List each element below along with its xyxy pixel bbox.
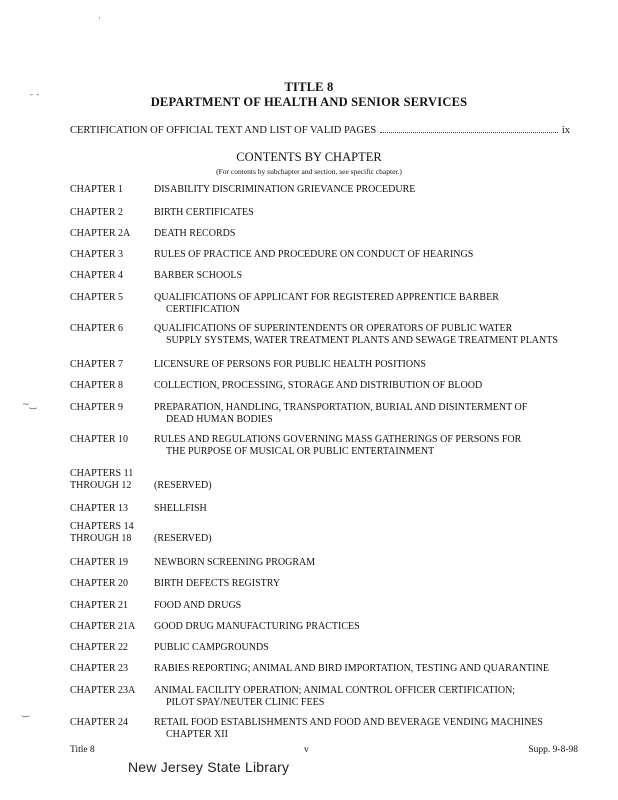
chapter-number: [70, 578, 154, 590]
chapter-title: [154, 717, 580, 740]
leader-dots: [380, 131, 558, 133]
chapter-number-line: CHAPTER 8: [70, 380, 124, 391]
chapter-title: [154, 503, 580, 515]
chapter-title-line: LICENSURE OF PERSONS FOR PUBLIC HEALTH POSITIONS: [154, 359, 426, 370]
chapter-number-line: CHAPTERS 11: [70, 468, 134, 479]
chapter-title: [154, 249, 580, 261]
chapter-title: [154, 642, 580, 654]
chapter-number-line: CHAPTER 22: [70, 642, 129, 653]
title-line-2: DEPARTMENT OF HEALTH AND SENIOR SERVICES: [150, 95, 468, 109]
chapter-number: [70, 717, 154, 729]
chapter-number-line: CHAPTER 23A: [70, 685, 136, 696]
chapter-number-line: THROUGH 18: [70, 532, 132, 544]
scan-speck: ·: [98, 14, 101, 24]
chapter-number-line: CHAPTERS 14: [70, 521, 134, 532]
chapter-title-line: DEAD HUMAN BODIES: [166, 413, 273, 425]
chapter-number-line: THROUGH 12: [70, 479, 132, 491]
chapter-title-line: BARBER SCHOOLS: [154, 270, 243, 281]
chapter-number: [70, 228, 154, 240]
chapter-number: [70, 359, 154, 371]
chapter-title-line: (RESERVED): [154, 479, 212, 491]
chapter-number: [70, 685, 154, 697]
chapter-title-line: SHELLFISH: [154, 503, 207, 514]
chapter-number: [70, 468, 154, 491]
chapter-title: [154, 323, 580, 346]
chapter-title: [154, 557, 580, 569]
chapter-title-line: PREPARATION, HANDLING, TRANSPORTATION, BURIAL AND DISINTERMENT OF: [154, 402, 528, 413]
chapter-title-line: RETAIL FOOD ESTABLISHMENTS AND FOOD AND BEVERAGE VENDING MACHINES: [154, 717, 543, 728]
chapter-number: [70, 663, 154, 675]
chapter-number-line: CHAPTER 21A: [70, 621, 136, 632]
chapter-number: [70, 521, 154, 544]
chapter-title: [154, 270, 580, 282]
scan-speck: ~‿: [22, 400, 37, 410]
chapter-title-line: BIRTH DEFECTS REGISTRY: [154, 578, 281, 589]
chapter-title-line: RULES OF PRACTICE AND PROCEDURE ON CONDUCT OF HEARINGS: [154, 249, 474, 260]
chapter-number: [70, 434, 154, 446]
chapter-number-line: CHAPTER 9: [70, 402, 124, 413]
scan-speck: - ‑: [30, 90, 40, 100]
chapter-number: [70, 292, 154, 304]
chapter-title-line: COLLECTION, PROCESSING, STORAGE AND DISTRIBUTION OF BLOOD: [154, 380, 483, 391]
chapter-title-line: QUALIFICATIONS OF SUPERINTENDENTS OR OPERATORS OF PUBLIC WATER: [154, 323, 513, 334]
chapter-title-line: CHAPTER XII: [166, 728, 228, 740]
chapter-title: [154, 578, 580, 590]
chapter-title: [154, 685, 580, 708]
chapter-title: [154, 434, 580, 457]
chapter-number: [70, 380, 154, 392]
chapter-number: [70, 323, 154, 335]
chapter-number-line: CHAPTER 21: [70, 600, 129, 611]
contents-note: (For contents by subchapter and section, see specific chapter.): [216, 167, 402, 176]
chapter-title: [154, 184, 580, 196]
chapter-title-line: GOOD DRUG MANUFACTURING PRACTICES: [154, 621, 360, 632]
chapter-title-line: FOOD AND DRUGS: [154, 600, 242, 611]
chapter-number-line: CHAPTER 4: [70, 270, 124, 281]
footer-page-number: v: [304, 745, 309, 755]
chapter-title-line: SUPPLY SYSTEMS, WATER TREATMENT PLANTS AND SEWAGE TREATMENT PLANTS: [166, 334, 558, 346]
chapter-number: [70, 184, 154, 196]
chapter-number-line: CHAPTER 10: [70, 434, 129, 445]
chapter-number: [70, 270, 154, 282]
chapter-title-line: [154, 468, 580, 480]
chapter-number: [70, 503, 154, 515]
library-stamp: New Jersey State Library: [128, 759, 290, 775]
footer-title: Title 8: [70, 745, 95, 755]
scan-speck: ‿: [22, 708, 30, 718]
chapter-title-line: CERTIFICATION: [166, 303, 240, 315]
footer-supplement-date: Supp. 9-8-98: [528, 745, 578, 755]
chapter-title: [154, 228, 580, 240]
chapter-title-line: BIRTH CERTIFICATES: [154, 207, 254, 218]
chapter-number: [70, 249, 154, 261]
chapter-title-line: RABIES REPORTING; ANIMAL AND BIRD IMPORTATION, TESTING AND QUARANTINE: [154, 663, 549, 674]
chapter-title-line: THE PURPOSE OF MUSICAL OR PUBLIC ENTERTAINMENT: [166, 445, 435, 457]
chapter-number: [70, 557, 154, 569]
chapter-title: [154, 663, 580, 675]
chapter-number: [70, 600, 154, 612]
chapter-number-line: CHAPTER 2: [70, 207, 124, 218]
chapter-number-line: CHAPTER 3: [70, 249, 124, 260]
chapter-title: [154, 600, 580, 612]
chapter-number-line: CHAPTER 2A: [70, 228, 131, 239]
chapter-number-line: CHAPTER 1: [70, 184, 124, 195]
chapter-title-line: RULES AND REGULATIONS GOVERNING MASS GATHERINGS OF PERSONS FOR: [154, 434, 522, 445]
chapter-title: [154, 359, 580, 371]
chapter-title: [154, 468, 580, 491]
title-line-1: TITLE 8: [284, 80, 334, 94]
chapter-title: [154, 292, 580, 315]
chapter-number-line: CHAPTER 5: [70, 292, 124, 303]
chapter-number-line: CHAPTER 7: [70, 359, 124, 370]
chapter-number-line: CHAPTER 24: [70, 717, 129, 728]
certification-label: CERTIFICATION OF OFFICIAL TEXT AND LIST OF VALID PAGES: [70, 125, 377, 136]
chapter-title-line: QUALIFICATIONS OF APPLICANT FOR REGISTERED APPRENTICE BARBER: [154, 292, 499, 303]
chapter-title: [154, 380, 580, 392]
chapter-title: [154, 402, 580, 425]
chapter-title-line: NEWBORN SCREENING PROGRAM: [154, 557, 316, 568]
chapter-title-line: DEATH RECORDS: [154, 228, 236, 239]
chapter-number-line: CHAPTER 19: [70, 557, 129, 568]
chapter-title-line: DISABILITY DISCRIMINATION GRIEVANCE PROCEDURE: [154, 184, 416, 195]
certification-entry: [70, 125, 570, 136]
chapter-title: [154, 521, 580, 544]
contents-heading: CONTENTS BY CHAPTER: [236, 150, 382, 164]
chapter-number-line: CHAPTER 6: [70, 323, 124, 334]
chapter-title: [154, 207, 580, 219]
chapter-title-line: [154, 521, 580, 533]
chapter-number: [70, 621, 154, 633]
chapter-number: [70, 402, 154, 414]
chapter-title-line: PILOT SPAY/NEUTER CLINIC FEES: [166, 696, 325, 708]
chapter-number: [70, 207, 154, 219]
chapter-number-line: CHAPTER 20: [70, 578, 129, 589]
chapter-number-line: CHAPTER 13: [70, 503, 129, 514]
chapter-number: [70, 642, 154, 654]
chapter-number-line: CHAPTER 23: [70, 663, 129, 674]
chapter-title-line: PUBLIC CAMPGROUNDS: [154, 642, 269, 653]
chapter-title: [154, 621, 580, 633]
chapter-title-line: (RESERVED): [154, 532, 212, 544]
certification-page: ix: [561, 125, 570, 136]
chapter-title-line: ANIMAL FACILITY OPERATION; ANIMAL CONTROL OFFICER CERTIFICATION;: [154, 685, 516, 696]
